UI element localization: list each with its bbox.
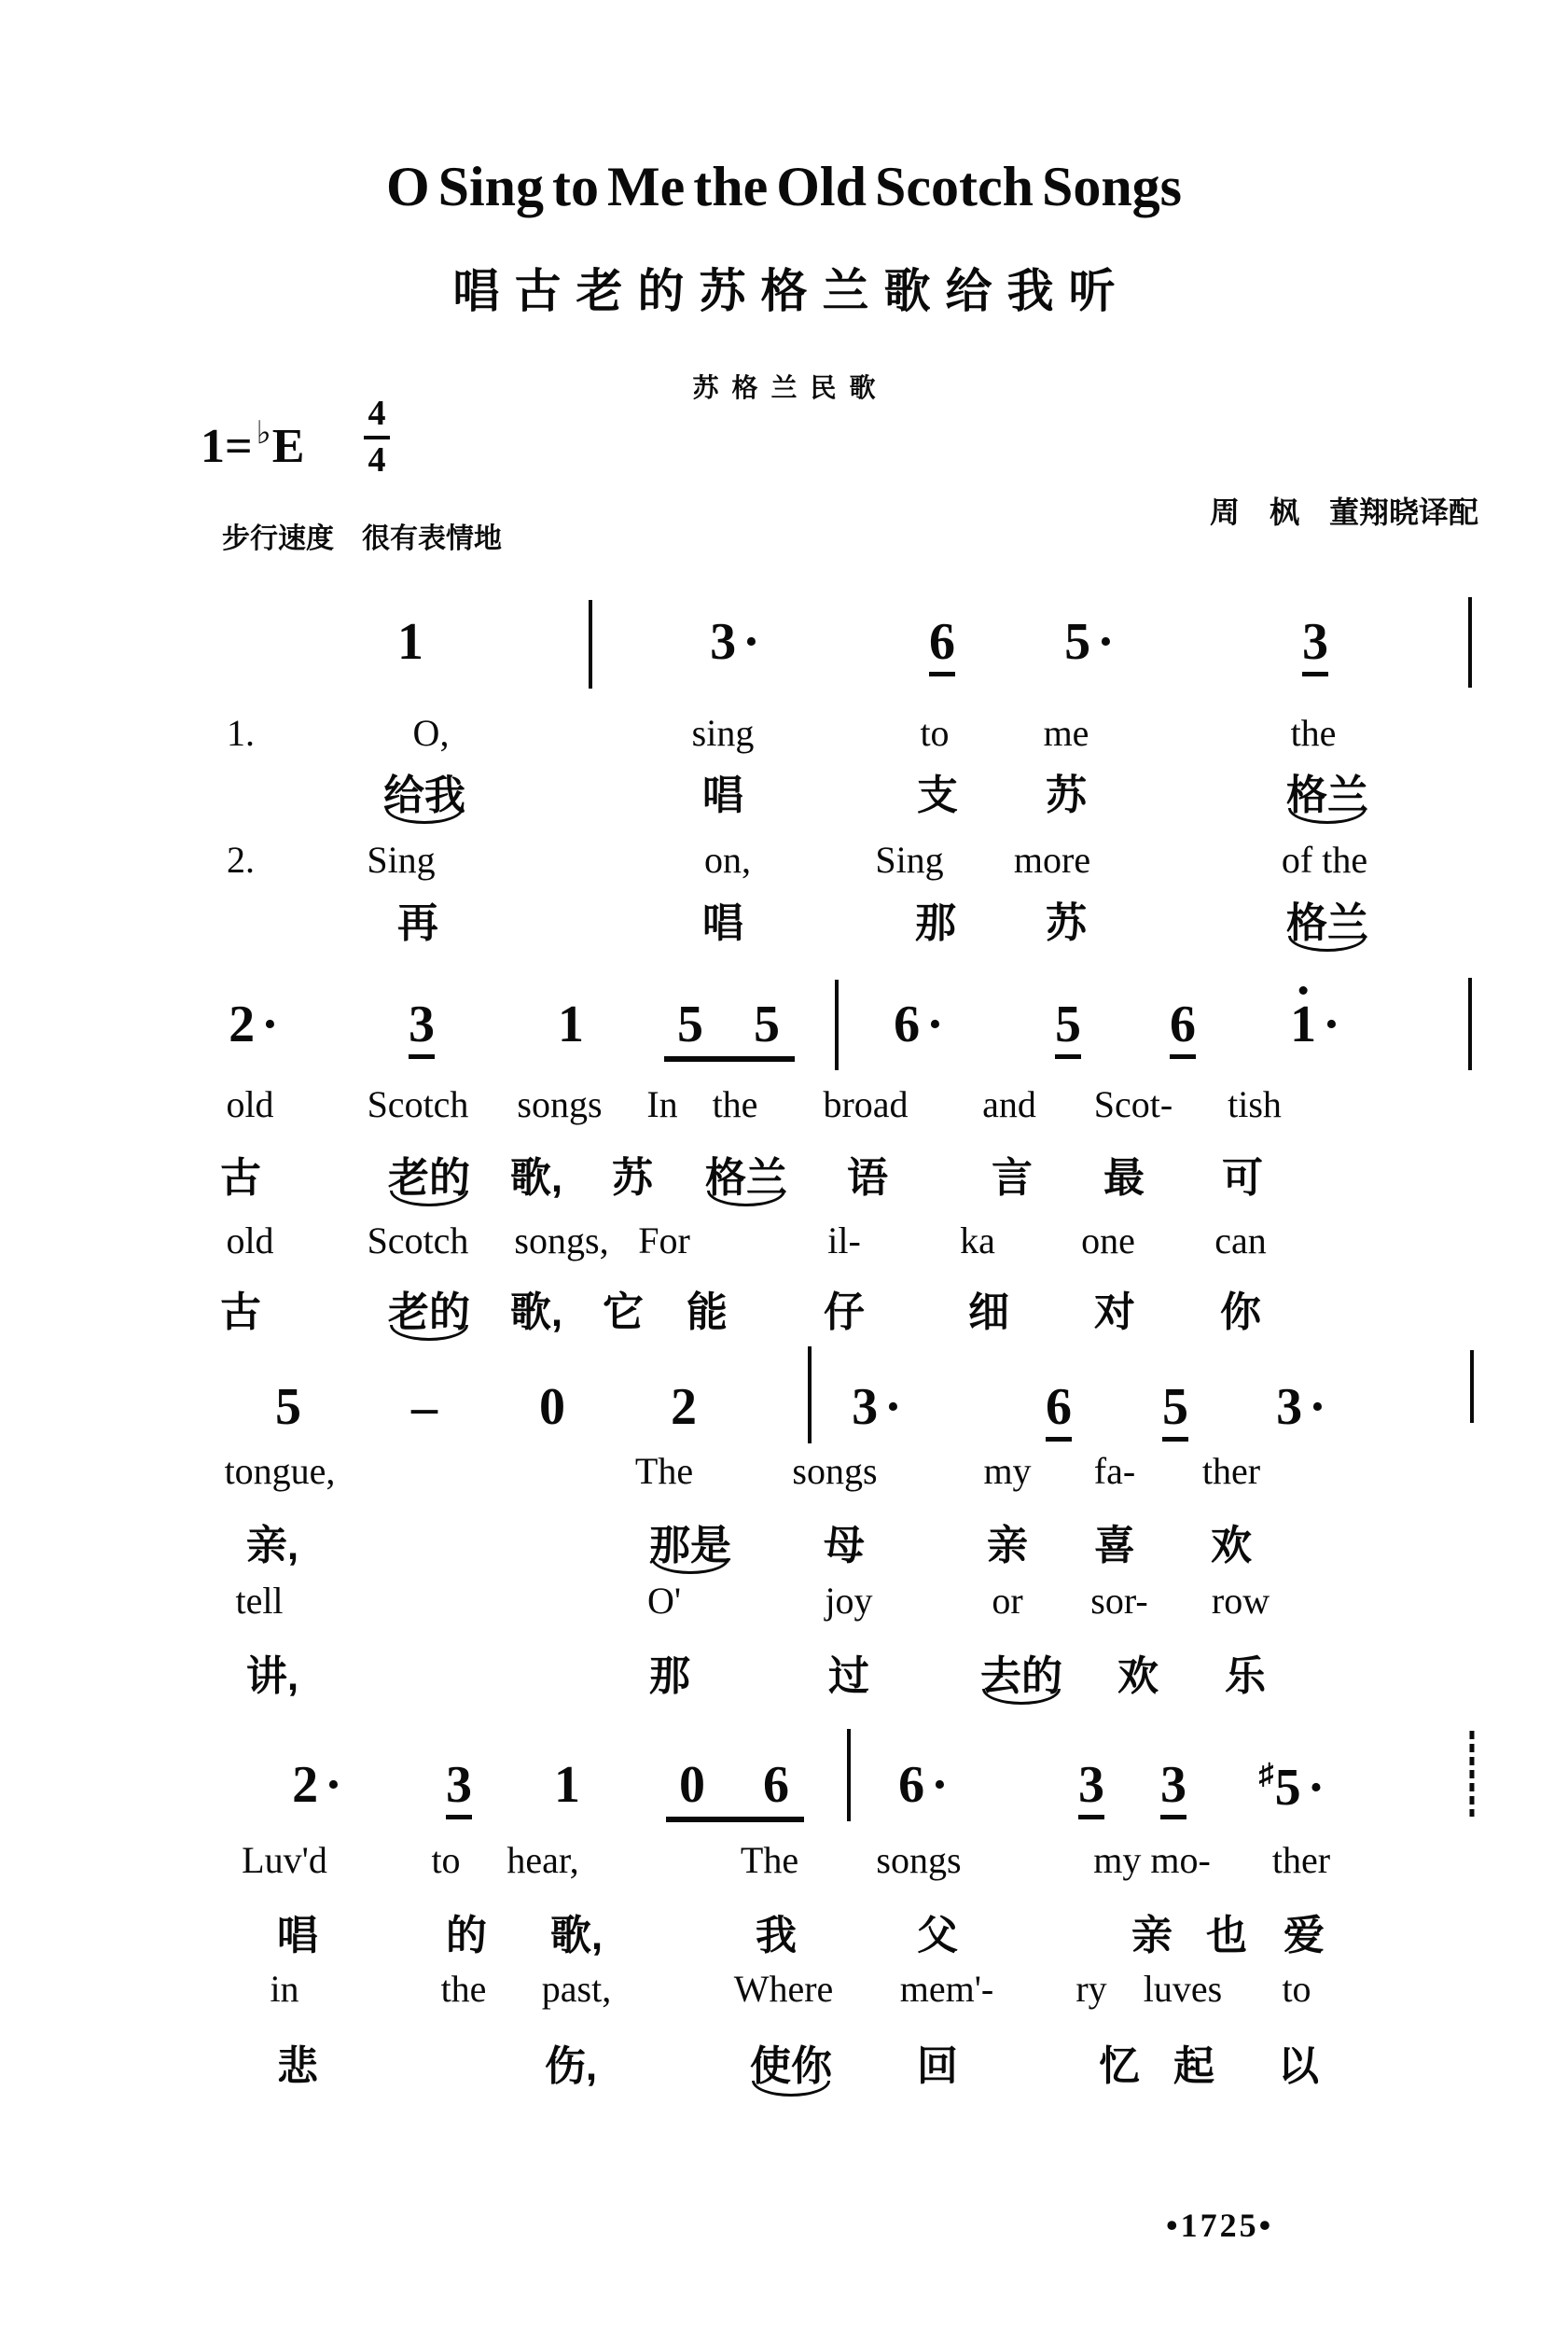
augmentation-dot-icon: · [1323, 996, 1340, 1053]
lyric-syllable: Sing [875, 839, 944, 881]
lyric-syllable: the [440, 1968, 487, 2010]
lyric-syllable: 格兰 [705, 1155, 787, 1201]
note [558, 998, 584, 1051]
lyric-syllable: 歌, [509, 1289, 563, 1335]
slur [1288, 808, 1367, 824]
lyric-syllable: joy [825, 1580, 873, 1622]
lyric-syllable: the [1290, 712, 1337, 754]
page-title-english: O Sing to Me the Old Scotch Songs [385, 156, 1183, 217]
lyric-syllable: 老的 [388, 1155, 470, 1201]
note-digit: 6 [898, 1756, 925, 1814]
lyric-syllable: mem'- [899, 1968, 994, 2010]
lyric-syllable: O, [412, 712, 450, 754]
lyric-syllable: 伤, [544, 2043, 598, 2089]
lyric-syllable: 那 [915, 900, 956, 946]
note [1170, 998, 1196, 1059]
rest-note [679, 1756, 705, 1814]
lyric-syllable: hear, [506, 1839, 579, 1881]
lyric-syllable: In [646, 1083, 678, 1125]
lyric-syllable: ry [1075, 1968, 1107, 2010]
note [1290, 998, 1340, 1051]
lyric-syllable: 言 [992, 1155, 1033, 1201]
lyric-syllable: 起 [1173, 2043, 1214, 2089]
dash-note [411, 1378, 437, 1436]
augmentation-dot-icon: · [261, 996, 279, 1053]
note-digit: 0 [539, 1378, 565, 1436]
note-digit: 0 [679, 1756, 705, 1814]
barline [808, 1346, 812, 1443]
barline [847, 1729, 851, 1821]
note-digit: 6 [763, 1756, 789, 1814]
lyric-syllable: For [638, 1219, 690, 1261]
slur [390, 1325, 468, 1341]
note [894, 998, 944, 1051]
lyric-syllable: songs [876, 1839, 962, 1881]
lyric-syllable: 去的 [980, 1653, 1062, 1699]
note-digit: 3 [710, 613, 737, 671]
lyric-syllable: of the [1281, 839, 1368, 881]
lyric-syllable: tish [1228, 1083, 1282, 1125]
augmentation-dot-icon: · [884, 1378, 902, 1436]
key-letter: E [271, 420, 305, 473]
time-signature [356, 396, 397, 480]
lyric-syllable: 仔 [824, 1289, 865, 1335]
note [1276, 1378, 1326, 1436]
lyric-syllable: The [740, 1839, 799, 1881]
note [554, 1756, 580, 1814]
lyric-syllable: on, [704, 839, 751, 881]
note [763, 1756, 789, 1814]
lyric-syllable: ther [1271, 1839, 1331, 1881]
lyric-syllable: to [1282, 1968, 1311, 2010]
lyric-syllable: 母 [824, 1523, 865, 1568]
lyric-syllable: me [1043, 712, 1089, 754]
lyric-syllable: 给我 [383, 773, 465, 818]
note [446, 1756, 472, 1819]
note [1160, 1756, 1186, 1819]
lyric-syllable: 老的 [388, 1289, 470, 1335]
lyric-syllable: O' [646, 1580, 682, 1622]
barline [835, 980, 839, 1070]
augmentation-dot-icon: · [931, 1756, 949, 1814]
lyric-syllable: Scotch [367, 1083, 469, 1125]
note-digit: 6 [929, 616, 955, 676]
lyric-syllable: row [1211, 1580, 1270, 1622]
barline [1468, 978, 1472, 1070]
lyric-syllable: 格兰 [1286, 773, 1368, 818]
lyric-syllable: one [1081, 1219, 1135, 1261]
page-number: •1725• [1166, 2207, 1274, 2244]
lyric-syllable: 以 [1278, 2043, 1319, 2089]
note-digit: 2 [229, 996, 256, 1053]
lyric-syllable: old [226, 1219, 274, 1261]
barline [1470, 1731, 1475, 1817]
lyric-syllable: 歌, [549, 1913, 604, 1958]
lyric-syllable: 欢 [1117, 1653, 1159, 1699]
lyric-syllable: old [226, 1083, 274, 1125]
lyric-syllable: fa- [1093, 1450, 1136, 1492]
lyric-syllable: luves [1143, 1968, 1223, 2010]
lyric-syllable: 回 [917, 2043, 958, 2089]
lyric-syllable: songs [517, 1083, 603, 1125]
lyric-syllable: 你 [1220, 1289, 1261, 1335]
slur [385, 808, 464, 824]
beam [664, 1056, 795, 1062]
note-digit: 1 [397, 613, 423, 671]
augmentation-dot-icon: · [926, 996, 944, 1053]
rest-note [539, 1378, 565, 1436]
lyric-syllable: tell [235, 1580, 284, 1622]
lyric-syllable: 喜 [1094, 1523, 1135, 1568]
note [1046, 1378, 1072, 1442]
lyric-syllable: 再 [397, 900, 438, 946]
note-digit: 2 [671, 1378, 697, 1436]
lyric-syllable: and [982, 1083, 1036, 1125]
slur [707, 1191, 785, 1206]
key-signature [201, 418, 304, 471]
lyric-syllable: my [983, 1450, 1032, 1492]
lyric-syllable: or [992, 1580, 1023, 1622]
lyric-syllable: 亲 [987, 1523, 1028, 1568]
note [275, 1378, 301, 1436]
lyric-syllable: to [920, 712, 950, 754]
lyric-syllable: 那 [649, 1653, 690, 1699]
note [1162, 1378, 1188, 1442]
note-digit: 6 [894, 996, 921, 1053]
lyric-syllable: 苏 [612, 1155, 653, 1201]
note-digit: 5 [1064, 613, 1091, 671]
lyric-syllable: 唱 [702, 773, 743, 818]
note [1302, 613, 1328, 676]
note-digit: 1 [554, 1756, 580, 1814]
lyric-syllable: il- [827, 1219, 861, 1261]
lyric-syllable: 格兰 [1286, 900, 1368, 946]
lyric-syllable: 苏 [1046, 900, 1087, 946]
verse-number: 1. [227, 712, 255, 754]
lyric-syllable: ther [1201, 1450, 1261, 1492]
fraction-bar [364, 436, 390, 439]
time-signature-denominator: 4 [368, 439, 386, 480]
lyric-syllable: past, [541, 1968, 612, 2010]
key-prefix: 1= [201, 420, 253, 473]
lyric-syllable: to [431, 1839, 461, 1881]
augmentation-dot-icon: · [742, 613, 760, 671]
lyric-syllable: 支 [917, 773, 958, 818]
lyric-syllable: 乐 [1225, 1653, 1266, 1699]
note [1064, 613, 1115, 671]
note-digit: – [411, 1378, 437, 1436]
note-digit: 3 [1078, 1759, 1104, 1819]
note [229, 998, 279, 1051]
note-digit: 3 [409, 998, 435, 1059]
note-digit: 5 [754, 996, 780, 1053]
note-digit: 3 [1302, 616, 1328, 676]
note-digit: 3 [852, 1378, 879, 1436]
lyric-syllable: songs [792, 1450, 878, 1492]
lyric-syllable: 可 [1222, 1155, 1263, 1201]
note-digit: 5 [1055, 998, 1081, 1059]
lyric-syllable: 对 [1094, 1289, 1135, 1335]
lyric-syllable: 古 [220, 1289, 261, 1335]
note [1055, 998, 1081, 1059]
lyric-syllable: sor- [1090, 1580, 1148, 1622]
sharp-icon: ♯ [1258, 1757, 1274, 1791]
lyric-syllable: 细 [968, 1289, 1009, 1335]
lyric-syllable: more [1013, 839, 1091, 881]
note [409, 998, 435, 1059]
lyric-syllable: 它 [603, 1289, 644, 1335]
lyric-syllable: broad [823, 1083, 909, 1125]
lyric-syllable: Scot- [1093, 1083, 1173, 1125]
note [898, 1756, 949, 1814]
note-digit: 5 [677, 996, 703, 1053]
note-digit: 2 [292, 1756, 319, 1814]
page-title-chinese: 唱古老的苏格兰歌给我听 [452, 265, 1131, 317]
lyric-syllable: songs, [514, 1219, 609, 1261]
note [754, 998, 780, 1051]
lyric-syllable: my mo- [1093, 1839, 1211, 1881]
octave-dot-icon [1299, 986, 1308, 995]
augmentation-dot-icon: · [1309, 1378, 1326, 1436]
lyric-syllable: 唱 [277, 1913, 318, 1958]
lyric-syllable: 忆 [1099, 2043, 1140, 2089]
note [710, 613, 760, 671]
song-source-label: 苏格兰民歌 [692, 373, 889, 402]
note-digit: 5 [275, 1378, 301, 1436]
note [1078, 1756, 1104, 1819]
lyric-syllable: 使你 [750, 2043, 832, 2089]
lyric-syllable: The [634, 1450, 694, 1492]
note [929, 613, 955, 676]
lyric-syllable: 那是 [649, 1523, 731, 1568]
slur [752, 2081, 830, 2097]
lyric-syllable: can [1214, 1219, 1267, 1261]
note [1258, 1757, 1325, 1817]
lyric-syllable: Scotch [367, 1219, 469, 1261]
lyric-syllable: 也 [1206, 1913, 1247, 1958]
lyric-syllable: 古 [220, 1155, 261, 1201]
lyric-syllable: 父 [917, 1913, 958, 1958]
lyric-syllable: 亲 [1131, 1913, 1173, 1958]
lyric-syllable: 唱 [702, 900, 743, 946]
barline [1468, 597, 1472, 688]
beam [666, 1817, 804, 1822]
note-digit: 1 [558, 996, 584, 1053]
augmentation-dot-icon: · [1307, 1759, 1325, 1817]
note-digit: 1 [1290, 998, 1316, 1051]
lyric-syllable: 我 [756, 1913, 797, 1958]
note-digit: 6 [1046, 1381, 1072, 1442]
lyric-syllable: 亲, [245, 1523, 299, 1568]
lyric-syllable: 悲 [277, 2043, 318, 2089]
lyric-syllable: Sing [367, 839, 436, 881]
lyric-syllable: the [712, 1083, 758, 1125]
slur [390, 1191, 468, 1206]
time-signature-numerator: 4 [368, 394, 386, 433]
note-digit: 6 [1170, 998, 1196, 1059]
lyric-syllable: 讲, [245, 1653, 299, 1699]
slur [651, 1558, 729, 1574]
note [677, 998, 703, 1051]
note-digit: 3 [1160, 1759, 1186, 1819]
lyric-syllable: sing [691, 712, 755, 754]
slur [1288, 936, 1367, 952]
note-digit: 3 [446, 1759, 472, 1819]
lyric-syllable: 爱 [1284, 1913, 1325, 1958]
tempo-marking: 步行速度 很有表情地 [222, 523, 502, 554]
lyric-syllable: in [270, 1968, 299, 2010]
lyric-syllable: 歌, [509, 1155, 563, 1201]
note-digit: 5 [1162, 1381, 1188, 1442]
barline [1470, 1350, 1474, 1423]
lyric-syllable: Luv'd [242, 1839, 327, 1881]
note [852, 1378, 902, 1436]
note-digit: 3 [1276, 1378, 1303, 1436]
note [671, 1378, 697, 1436]
lyric-syllable: 最 [1103, 1155, 1145, 1201]
slur [982, 1689, 1061, 1705]
note [292, 1756, 342, 1814]
lyric-syllable: Where [733, 1968, 834, 2010]
translator-credits: 周 枫 董翔晓译配 [1209, 495, 1478, 529]
lyric-syllable: 语 [847, 1155, 888, 1201]
lyric-syllable: 苏 [1046, 773, 1087, 818]
lyric-syllable: 的 [446, 1913, 487, 1958]
lyric-syllable: 能 [687, 1289, 728, 1335]
lyric-syllable: ka [960, 1219, 995, 1261]
note-digit: 5 [1274, 1759, 1301, 1817]
lyric-syllable: 过 [828, 1653, 869, 1699]
flat-icon: ♭ [256, 416, 271, 451]
lyric-syllable: tongue, [224, 1450, 336, 1492]
verse-number: 2. [227, 839, 255, 881]
lyric-syllable: 欢 [1211, 1523, 1252, 1568]
barline [589, 600, 592, 689]
augmentation-dot-icon: · [325, 1756, 342, 1814]
note [397, 613, 423, 671]
augmentation-dot-icon: · [1097, 613, 1115, 671]
